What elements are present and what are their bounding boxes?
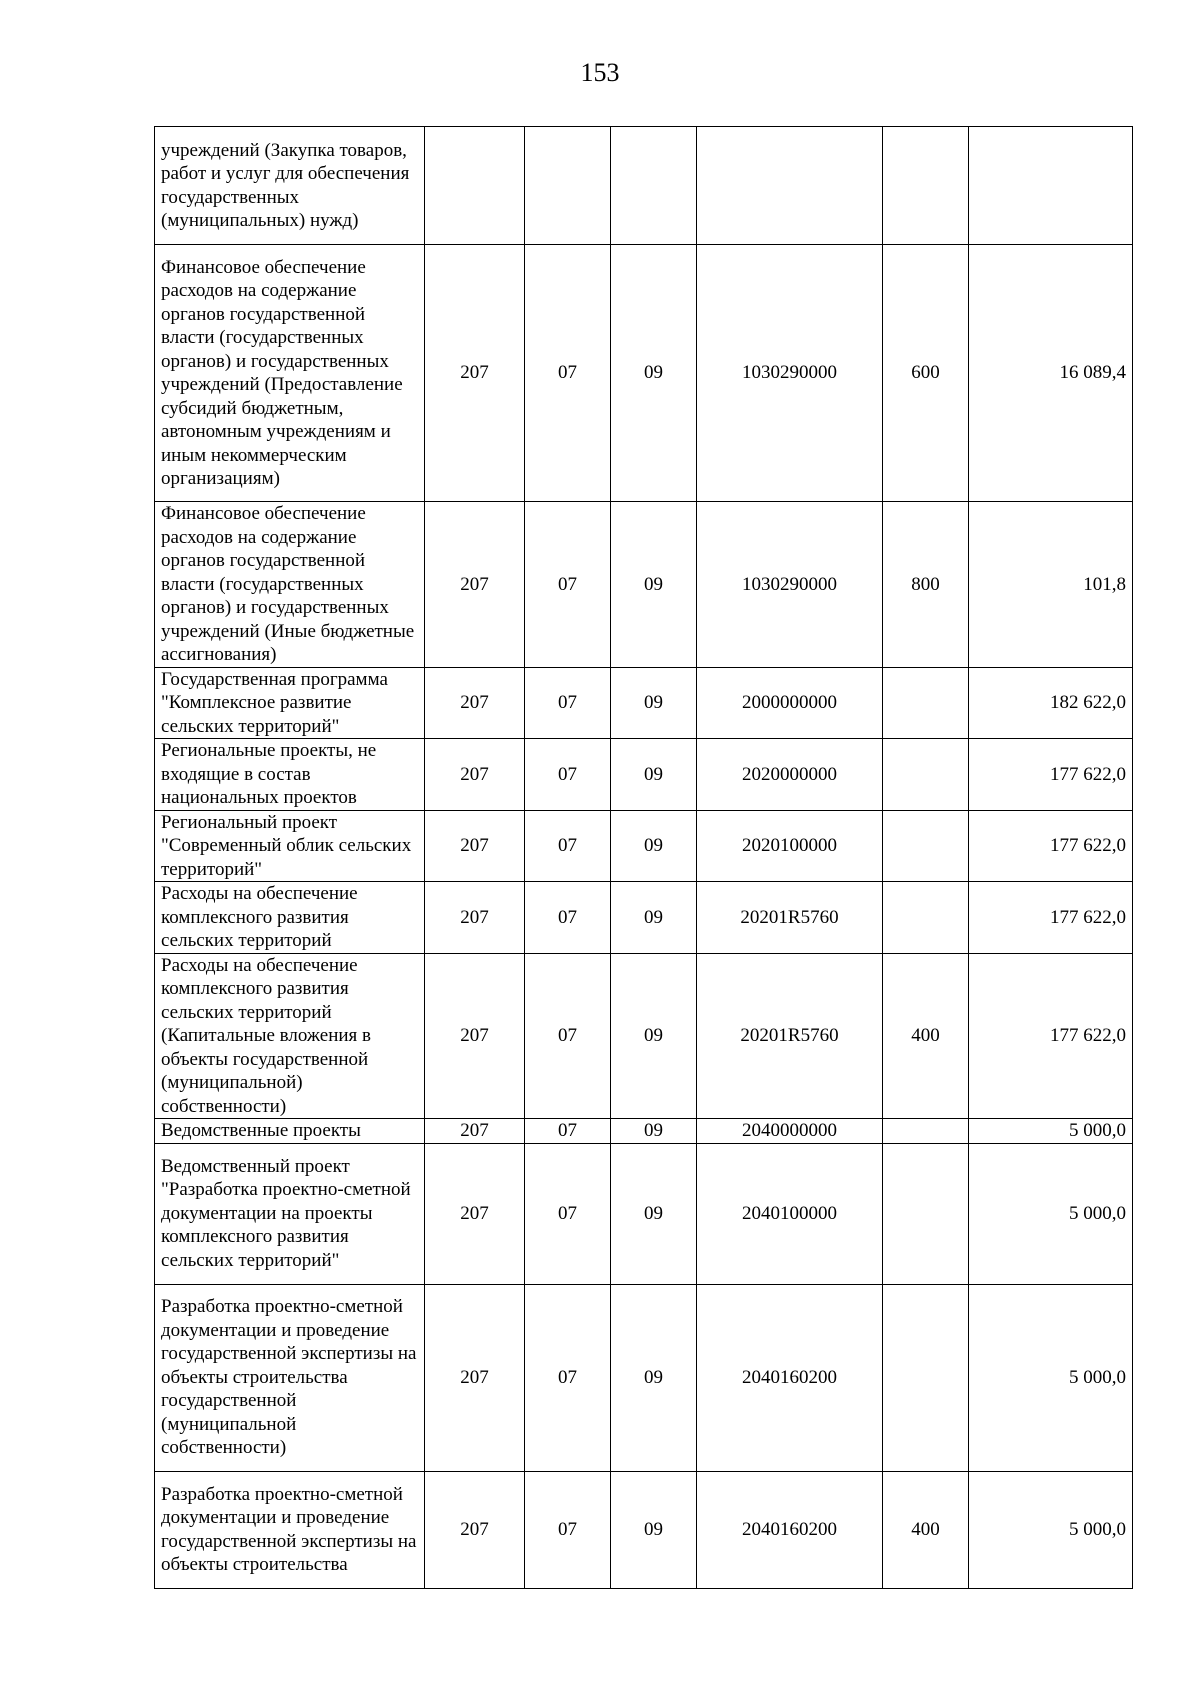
table-row — [155, 953, 1133, 1119]
row-ministry-code: 207 — [425, 1119, 525, 1144]
row-name: Ведомственный проект "Разработка проектно-сметной документации на проекты комплексного развития сельских территорий" — [155, 1143, 425, 1284]
row-sum: 16 089,4 — [969, 245, 1133, 502]
row-name: Разработка проектно-сметной документации и проведение государственной экспертизы на объекты строительства — [155, 1471, 425, 1588]
row-section-code: 07 — [525, 882, 611, 954]
row-name: Финансовое обеспечение расходов на содержание органов государственной власти (государственных органов) и государственных учреждений (Иные бюджетные ассигнования) — [155, 502, 425, 668]
row-target-article: 2040160200 — [697, 1284, 883, 1471]
row-ministry-code: 207 — [425, 667, 525, 739]
row-sum: 177 622,0 — [969, 739, 1133, 811]
row-expense-type: 400 — [883, 953, 969, 1119]
row-target-article: 20201R5760 — [697, 953, 883, 1119]
row-target-article: 1030290000 — [697, 245, 883, 502]
row-sum: 5 000,0 — [969, 1471, 1133, 1588]
row-name: Ведомственные проекты — [155, 1119, 425, 1144]
row-ministry-code: 207 — [425, 1143, 525, 1284]
row-expense-type — [883, 127, 969, 245]
row-subsection-code: 09 — [611, 1471, 697, 1588]
row-name: учреждений (Закупка товаров, работ и услуг для обеспечения государственных (муниципальных) нужд) — [155, 127, 425, 245]
row-expense-type — [883, 1119, 969, 1144]
row-subsection-code: 09 — [611, 1284, 697, 1471]
row-section-code: 07 — [525, 953, 611, 1119]
row-ministry-code: 207 — [425, 810, 525, 882]
row-subsection-code: 09 — [611, 1143, 697, 1284]
row-name: Расходы на обеспечение комплексного развития сельских территорий (Капитальные вложения в объекты государственной (муниципальной) собственности) — [155, 953, 425, 1119]
row-target-article: 2020000000 — [697, 739, 883, 811]
table-row — [155, 810, 1133, 882]
row-target-article: 2040100000 — [697, 1143, 883, 1284]
row-target-article: 20201R5760 — [697, 882, 883, 954]
row-sum: 177 622,0 — [969, 953, 1133, 1119]
row-expense-type — [883, 1284, 969, 1471]
row-sum — [969, 127, 1133, 245]
table-row — [155, 1143, 1133, 1284]
row-target-article: 2020100000 — [697, 810, 883, 882]
row-section-code: 07 — [525, 810, 611, 882]
row-expense-type — [883, 739, 969, 811]
table-row — [155, 667, 1133, 739]
budget-table — [154, 126, 1133, 1589]
row-sum: 5 000,0 — [969, 1119, 1133, 1144]
row-section-code: 07 — [525, 502, 611, 668]
row-sum: 177 622,0 — [969, 810, 1133, 882]
table-row — [155, 739, 1133, 811]
row-ministry-code: 207 — [425, 953, 525, 1119]
row-subsection-code: 09 — [611, 953, 697, 1119]
table-row — [155, 1284, 1133, 1471]
row-section-code: 07 — [525, 1284, 611, 1471]
row-target-article: 2040000000 — [697, 1119, 883, 1144]
row-expense-type — [883, 810, 969, 882]
row-expense-type — [883, 1143, 969, 1284]
row-subsection-code: 09 — [611, 667, 697, 739]
row-expense-type — [883, 882, 969, 954]
table-row — [155, 1119, 1133, 1144]
row-section-code — [525, 127, 611, 245]
row-subsection-code — [611, 127, 697, 245]
row-name: Региональный проект "Современный облик сельских территорий" — [155, 810, 425, 882]
row-target-article: 2000000000 — [697, 667, 883, 739]
row-ministry-code: 207 — [425, 245, 525, 502]
row-name: Финансовое обеспечение расходов на содержание органов государственной власти (государственных органов) и государственных учреждений (Предоставление субсидий бюджетным, автономным учреждениям и иным некоммерческим организациям) — [155, 245, 425, 502]
page-number: 153 — [580, 58, 620, 87]
row-ministry-code: 207 — [425, 1284, 525, 1471]
row-section-code: 07 — [525, 1119, 611, 1144]
row-expense-type: 600 — [883, 245, 969, 502]
row-sum: 101,8 — [969, 502, 1133, 668]
row-section-code: 07 — [525, 1143, 611, 1284]
row-expense-type: 800 — [883, 502, 969, 668]
table-row — [155, 245, 1133, 502]
row-ministry-code: 207 — [425, 739, 525, 811]
row-name: Расходы на обеспечение комплексного развития сельских территорий — [155, 882, 425, 954]
row-target-article — [697, 127, 883, 245]
row-subsection-code: 09 — [611, 810, 697, 882]
row-sum: 5 000,0 — [969, 1143, 1133, 1284]
row-ministry-code: 207 — [425, 502, 525, 668]
row-expense-type — [883, 667, 969, 739]
table-row — [155, 502, 1133, 668]
row-name: Разработка проектно-сметной документации и проведение государственной экспертизы на объекты строительства государственной (муниципальной собственности) — [155, 1284, 425, 1471]
row-subsection-code: 09 — [611, 1119, 697, 1144]
row-name: Государственная программа "Комплексное развитие сельских территорий" — [155, 667, 425, 739]
row-subsection-code: 09 — [611, 739, 697, 811]
row-section-code: 07 — [525, 245, 611, 502]
row-subsection-code: 09 — [611, 245, 697, 502]
row-ministry-code — [425, 127, 525, 245]
row-ministry-code: 207 — [425, 882, 525, 954]
row-section-code: 07 — [525, 1471, 611, 1588]
row-name: Региональные проекты, не входящие в состав национальных проектов — [155, 739, 425, 811]
row-subsection-code: 09 — [611, 882, 697, 954]
row-ministry-code: 207 — [425, 1471, 525, 1588]
table-row — [155, 882, 1133, 954]
row-subsection-code: 09 — [611, 502, 697, 668]
table-row — [155, 127, 1133, 245]
row-sum: 177 622,0 — [969, 882, 1133, 954]
row-sum: 182 622,0 — [969, 667, 1133, 739]
row-expense-type: 400 — [883, 1471, 969, 1588]
row-target-article: 2040160200 — [697, 1471, 883, 1588]
row-section-code: 07 — [525, 667, 611, 739]
row-sum: 5 000,0 — [969, 1284, 1133, 1471]
row-target-article: 1030290000 — [697, 502, 883, 668]
row-section-code: 07 — [525, 739, 611, 811]
table-row — [155, 1471, 1133, 1588]
